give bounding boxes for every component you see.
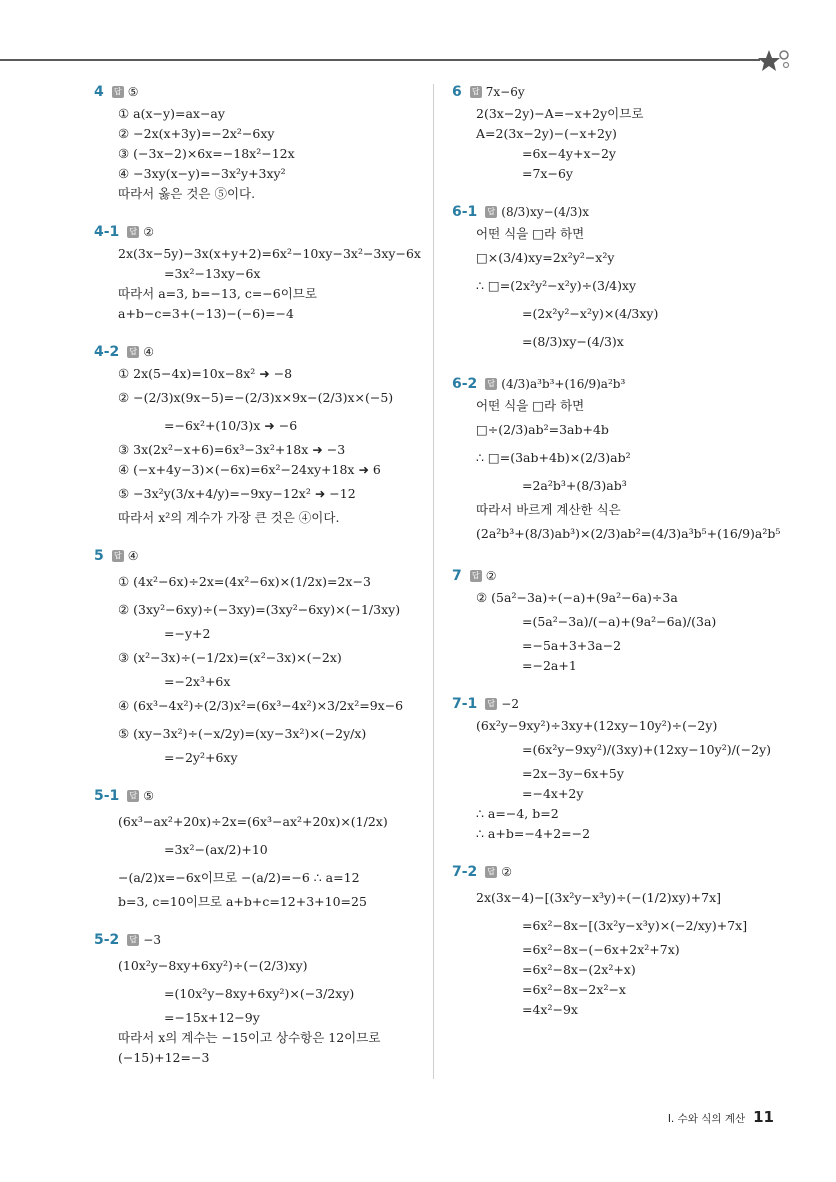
solution-line: −(a/2)x=−6x이므로 −(a/2)=−6 ∴ a=12 [118, 870, 360, 885]
solution-line: =4x²−9x [522, 1002, 578, 1017]
star-icon [757, 47, 791, 77]
solution-line: =(10x²y−8xy+6xy²)×(−3/2xy) [164, 986, 355, 1001]
solution-line: ⑤ (xy−3x²)÷(−x/2y)=(xy−3x²)×(−2y/x) [118, 726, 367, 741]
solution-line: 따라서 x의 계수는 −15이고 상수항은 12이므로 [118, 1030, 381, 1045]
problem-block [94, 222, 424, 324]
solution-line: =−2y²+6xy [164, 750, 238, 765]
problem-header [452, 202, 792, 222]
solution-line: (6x²y−9xy²)÷3xy+(12xy−10y²)÷(−2y) [476, 718, 718, 733]
problem-block [452, 82, 792, 184]
problem-number: 4-2 [94, 344, 120, 360]
solution-line: =2x−3y−6x+5y [522, 766, 624, 781]
problem-number: 6-2 [452, 376, 478, 392]
solution-line: =3x²−(ax/2)+10 [164, 842, 268, 857]
problem-block [452, 694, 792, 844]
problem-number: 5-2 [94, 932, 120, 948]
solution-line: 2x(3x−5y)−3x(x+y+2)=6x²−10xy−3x²−3xy−6x [118, 246, 421, 261]
problem-block [452, 862, 792, 1020]
problem-header [94, 342, 424, 362]
problem-header [94, 82, 424, 102]
solution-line: b=3, c=10이므로 a+b+c=12+3+10=25 [118, 894, 367, 909]
solution-line: =6x²−8x−(−6x+2x²+7x) [522, 942, 680, 957]
answer-value: ② [143, 225, 155, 239]
problem-header [452, 82, 792, 102]
problem-block [94, 82, 424, 204]
solution-line: 따라서 옳은 것은 ⑤이다. [118, 186, 256, 201]
solution-line: =−6x²+(10/3)x ➜ −6 [164, 418, 298, 433]
header-rule [0, 59, 760, 61]
problem-block [94, 546, 424, 768]
solution-line: 따라서 x²의 계수가 가장 큰 것은 ④이다. [118, 510, 340, 525]
solution-line: 2x(3x−4)−[(3x²y−x³y)÷(−(1/2)xy)+7x] [476, 890, 721, 905]
solution-line: 2(3x−2y)−A=−x+2y이므로 [476, 106, 644, 121]
solution-line: □÷(2/3)ab²=3ab+4b [476, 422, 609, 437]
solution-line: ∴ a+b=−4+2=−2 [476, 826, 591, 841]
problem-header [94, 930, 424, 950]
solution-line: =(8/3)xy−(4/3)x [522, 334, 624, 349]
solution-line: (6x³−ax²+20x)÷2x=(6x³−ax²+20x)×(1/2x) [118, 814, 388, 829]
solution-line: =−4x+2y [522, 786, 584, 801]
answer-value: (4/3)a³b³+(16/9)a²b³ [501, 377, 626, 391]
problem-header [452, 374, 792, 394]
page-footer [668, 1108, 774, 1126]
answer-badge-icon: 답 [485, 698, 497, 710]
problem-number: 4-1 [94, 224, 120, 240]
solution-line: a+b−c=3+(−13)−(−6)=−4 [118, 306, 294, 321]
solution-line: =6x−4y+x−2y [522, 146, 616, 161]
answer-value: −3 [143, 933, 161, 947]
solution-line: ④ (−x+4y−3)×(−6x)=6x²−24xy+18x ➜ 6 [118, 462, 381, 477]
solution-line: ∴ □=(3ab+4b)×(2/3)ab² [476, 450, 631, 465]
answer-badge-icon: 답 [112, 550, 124, 562]
problem-number: 6 [452, 84, 462, 100]
answer-badge-icon: 답 [112, 86, 124, 98]
answer-value: −2 [501, 697, 519, 711]
answer-value: ② [485, 569, 497, 583]
answer-badge-icon: 답 [485, 866, 497, 878]
solution-line: =−y+2 [164, 626, 211, 641]
problem-number: 5-1 [94, 788, 120, 804]
solution-line: (−15)+12=−3 [118, 1050, 210, 1065]
solution-line: =−2x³+6x [164, 674, 231, 689]
solution-line: =(5a²−3a)/(−a)+(9a²−6a)/(3a) [522, 614, 717, 629]
solution-line: 따라서 바르게 계산한 식은 [476, 502, 621, 517]
solution-line: ④ (6x³−4x²)÷(2/3)x²=(6x³−4x²)×3/2x²=9x−6 [118, 698, 404, 713]
answer-value: (8/3)xy−(4/3)x [501, 205, 590, 219]
problem-header [452, 566, 792, 586]
solution-line: =(6x²y−9xy²)/(3xy)+(12xy−10y²)/(−2y) [522, 742, 772, 757]
solution-line: ② −(2/3)x(9x−5)=−(2/3)x×9x−(2/3)x×(−5) [118, 390, 394, 405]
solution-line: =3x²−13xy−6x [164, 266, 261, 281]
solution-line: ③ (x²−3x)÷(−1/2x)=(x²−3x)×(−2x) [118, 650, 342, 665]
problem-number: 5 [94, 548, 104, 564]
problem-number: 6-1 [452, 204, 478, 220]
answer-badge-icon: 답 [127, 346, 139, 358]
solution-line: ⑤ −3x²y(3/x+4/y)=−9xy−12x² ➜ −12 [118, 486, 356, 501]
solution-line: ∴ a=−4, b=2 [476, 806, 559, 821]
right-column [452, 82, 792, 1038]
solution-line: (10x²y−8xy+6xy²)÷(−(2/3)xy) [118, 958, 308, 973]
solution-line: =6x²−8x−(2x²+x) [522, 962, 636, 977]
answer-value: ⑤ [127, 85, 139, 99]
answer-value: 7x−6y [485, 85, 525, 99]
solution-line: ③ (−3x−2)×6x=−18x²−12x [118, 146, 295, 161]
problem-number: 7 [452, 568, 462, 584]
problem-number: 4 [94, 84, 104, 100]
problem-number: 7-1 [452, 696, 478, 712]
solution-line: =−5a+3+3a−2 [522, 638, 622, 653]
page-number: 11 [753, 1108, 774, 1126]
solution-line: ④ −3xy(x−y)=−3x²y+3xy² [118, 166, 286, 181]
problem-block [452, 566, 792, 676]
problem-header [94, 786, 424, 806]
solution-line: =−2a+1 [522, 658, 577, 673]
problem-block [94, 342, 424, 528]
solution-line: =6x²−8x−2x²−x [522, 982, 626, 997]
problem-block [94, 930, 424, 1068]
solution-line: =6x²−8x−[(3x²y−x³y)×(−2/xy)+7x] [522, 918, 748, 933]
solution-line: ② −2x(x+3y)=−2x²−6xy [118, 126, 275, 141]
solution-line: =7x−6y [522, 166, 573, 181]
solution-line: ∴ □=(2x²y²−x²y)÷(3/4)xy [476, 278, 637, 293]
solution-line: ② (3xy²−6xy)÷(−3xy)=(3xy²−6xy)×(−1/3xy) [118, 602, 401, 617]
problem-header [452, 862, 792, 882]
solution-line: 어떤 식을 □라 하면 [476, 398, 585, 413]
problem-block [94, 786, 424, 912]
solution-line: =2a²b³+(8/3)ab³ [522, 478, 627, 493]
answer-badge-icon: 답 [485, 378, 497, 390]
answer-badge-icon: 답 [127, 226, 139, 238]
solution-line: A=2(3x−2y)−(−x+2y) [476, 126, 617, 141]
left-column [94, 82, 424, 1086]
problem-header [94, 546, 424, 566]
solution-line: ③ 3x(2x²−x+6)=6x³−3x²+18x ➜ −3 [118, 442, 346, 457]
solution-line: ① 2x(5−4x)=10x−8x² ➜ −8 [118, 366, 293, 381]
solution-line: ① (4x²−6x)÷2x=(4x²−6x)×(1/2x)=2x−3 [118, 574, 371, 589]
answer-badge-icon: 답 [127, 790, 139, 802]
solution-line: □×(3/4)xy=2x²y²−x²y [476, 250, 615, 265]
problem-header [452, 694, 792, 714]
answer-badge-icon: 답 [470, 570, 482, 582]
answer-badge-icon: 답 [485, 206, 497, 218]
solution-line: 어떤 식을 □라 하면 [476, 226, 585, 241]
column-divider [433, 84, 434, 1079]
solution-line: =(2x²y²−x²y)×(4/3xy) [522, 306, 659, 321]
problem-header [94, 222, 424, 242]
answer-badge-icon: 답 [470, 86, 482, 98]
answer-badge-icon: 답 [127, 934, 139, 946]
problem-block [452, 374, 792, 548]
footer-section-title: Ⅰ. 수와 식의 계산 [667, 1113, 746, 1125]
answer-value: ④ [143, 345, 155, 359]
problem-block [452, 202, 792, 356]
solution-line: =−15x+12−9y [164, 1010, 260, 1025]
solution-line: ① a(x−y)=ax−ay [118, 106, 225, 121]
solution-line: 따라서 a=3, b=−13, c=−6이므로 [118, 286, 317, 301]
problem-number: 7-2 [452, 864, 478, 880]
solution-line: ② (5a²−3a)÷(−a)+(9a²−6a)÷3a [476, 590, 678, 605]
answer-value: ⑤ [143, 789, 155, 803]
answer-value: ② [501, 865, 513, 879]
answer-value: ④ [127, 549, 139, 563]
solution-line: (2a²b³+(8/3)ab³)×(2/3)ab²=(4/3)a³b⁵+(16/9)a²b⁵ [476, 526, 781, 541]
